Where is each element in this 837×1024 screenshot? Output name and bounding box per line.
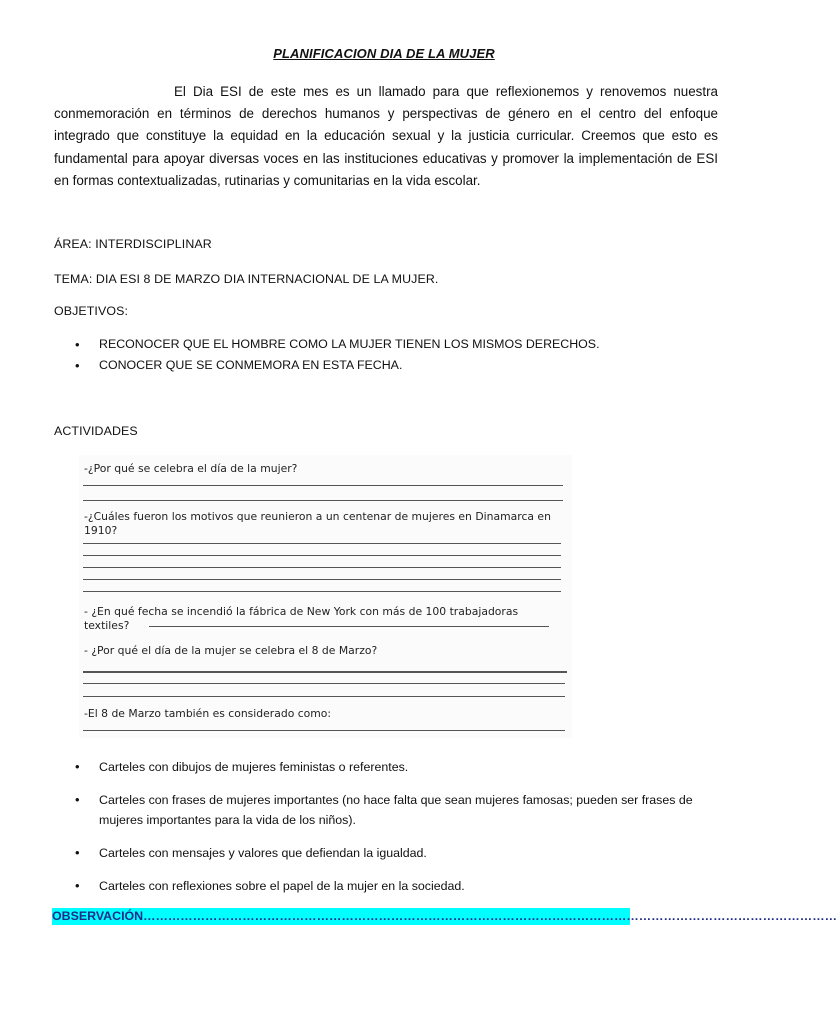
answer-line — [83, 671, 567, 673]
list-item — [54, 876, 724, 896]
bullet-icon: • — [75, 358, 80, 373]
bullet-icon: • — [75, 792, 80, 807]
actividades-list — [54, 757, 724, 909]
bullet-icon: • — [75, 759, 80, 774]
actividad-text: Carteles con reflexiones sobre el papel de la mujer en la sociedad. — [99, 879, 465, 893]
worksheet-question: - ¿Por qué el día de la mujer se celebra el 8 de Marzo? — [84, 644, 378, 657]
worksheet-question: -¿Cuáles fueron los motivos que reunieron a un centenar de mujeres en Dinamarca en 1910? — [84, 510, 551, 537]
answer-line — [83, 683, 565, 684]
list-item — [54, 757, 724, 777]
answer-line — [83, 591, 561, 592]
bullet-icon: • — [75, 337, 80, 352]
intro-paragraph — [54, 81, 718, 192]
answer-line — [83, 696, 565, 697]
answer-line — [83, 555, 561, 556]
area-label: ÁREA: INTERDISCIPLINAR — [54, 237, 212, 251]
objetivos-label: OBJETIVOS: — [54, 304, 128, 318]
actividad-text: Carteles con frases de mujeres importantes (no hace falta que sean mujeres famosas; pueden ser frases de mujeres importantes para la vida de los niños). — [99, 793, 693, 827]
list-item — [54, 334, 600, 355]
observacion-highlight: OBSERVACIÓN…………………………………………………………………………………………………………………………………………………… — [52, 909, 837, 923]
worksheet-question: -El 8 de Marzo también es considerado como: — [84, 707, 332, 720]
worksheet-question: -¿Por qué se celebra el día de la mujer? — [84, 462, 298, 475]
list-item — [54, 790, 724, 830]
worksheet-image — [79, 455, 572, 738]
worksheet-question: - ¿En qué fecha se incendió la fábrica de New York con más de 100 trabajadoras textiles? — [84, 605, 519, 632]
list-item — [54, 843, 724, 863]
list-item — [54, 355, 600, 376]
tema-label: TEMA: DIA ESI 8 DE MARZO DIA INTERNACIONAL DE LA MUJER. — [54, 272, 439, 286]
intro-text: El Dia ESI de este mes es un llamado para que reflexionemos y renovemos nuestra conmemoración en términos de derechos humanos y perspectivas de género en el centro del enfoque integrado que constituye la equidad en la educación sexual y la justicia curricular. Creemos que esto es fundamental para apoyar diversas voces en las instituciones educativas y promover la implementación de ESI en formas contextualizadas, rutinarias y comunitarias en la vida escolar. — [54, 84, 718, 188]
answer-line — [83, 730, 565, 731]
actividad-text: Carteles con dibujos de mujeres feministas o referentes. — [99, 760, 409, 774]
answer-line — [83, 567, 561, 568]
objetivo-text: CONOCER QUE SE CONMEMORA EN ESTA FECHA. — [99, 358, 403, 372]
objetivos-list — [54, 334, 600, 376]
actividad-text: Carteles con mensajes y valores que defiendan la igualdad. — [99, 846, 427, 860]
objetivo-text: RECONOCER QUE EL HOMBRE COMO LA MUJER TIENEN LOS MISMOS DERECHOS. — [99, 337, 600, 351]
document-title: PLANIFICACION DIA DE LA MUJER — [273, 46, 495, 61]
actividades-label: ACTIVIDADES — [54, 424, 138, 438]
answer-line — [83, 485, 563, 486]
bullet-icon: • — [75, 878, 80, 893]
bullet-icon: • — [75, 845, 80, 860]
answer-line — [149, 626, 549, 627]
answer-line — [83, 500, 563, 501]
answer-line — [83, 579, 561, 580]
answer-line — [83, 543, 561, 544]
